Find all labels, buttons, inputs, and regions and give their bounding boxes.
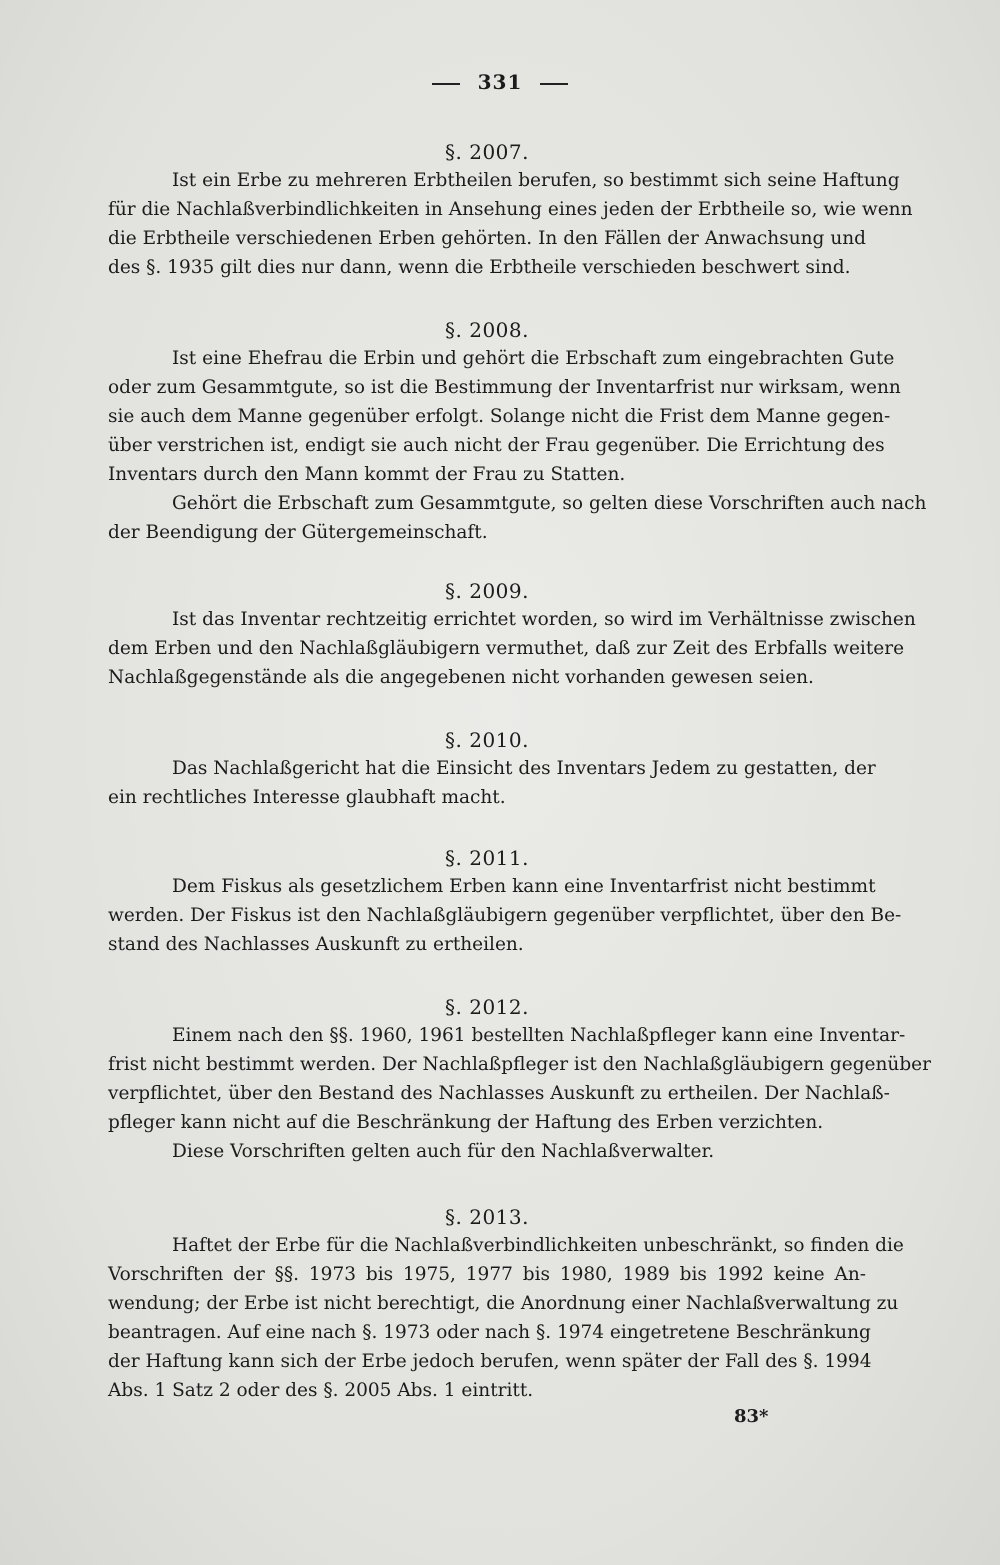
text-line: Ist eine Ehefrau die Erbin und gehört die Erbschaft zum eingebrachten Gute [172, 348, 895, 369]
text-line: werden. Der Fiskus ist den Nachlaßgläubigern gegenüber verpflichtet, über den Be- [108, 905, 902, 926]
printer-signature-mark: 83* [734, 1406, 769, 1427]
paragraph [108, 344, 901, 489]
page-number: 331 [477, 70, 523, 94]
section-2008 [108, 316, 927, 547]
paragraph [108, 1137, 866, 1166]
text-line: oder zum Gesammtgute, so ist die Bestimmung der Inventarfrist nur wirksam, wenn [108, 377, 901, 398]
header-dash-left [432, 83, 460, 85]
section-2010 [108, 726, 876, 812]
section-2012 [108, 993, 931, 1166]
text-line: die Erbtheile verschiedenen Erben gehörten. In den Fällen der Anwachsung und [108, 228, 866, 249]
text-line: Ist ein Erbe zu mehreren Erbtheilen berufen, so bestimmt sich seine Haftung [172, 170, 900, 191]
section-number: §. 2011. [445, 846, 529, 870]
section-2013 [108, 1203, 904, 1405]
section-2007 [108, 138, 913, 282]
text-line: über verstrichen ist, endigt sie auch nicht der Frau gegenüber. Die Errichtung des [108, 435, 885, 456]
text-line: Das Nachlaßgericht hat die Einsicht des Inventars Jedem zu gestatten, der [172, 758, 876, 779]
text-line: des §. 1935 gilt dies nur dann, wenn die Erbtheile verschieden beschwert sind. [108, 257, 851, 278]
text-line: Nachlaßgegenstände als die angegebenen nicht vorhanden gewesen seien. [108, 667, 814, 688]
text-line: für die Nachlaßverbindlichkeiten in Ansehung eines jeden der Erbtheile so, wie wenn [108, 199, 913, 220]
text-line: Diese Vorschriften gelten auch für den Nachlaßverwalter. [172, 1141, 715, 1162]
section-number: §. 2007. [445, 140, 529, 164]
text-line: Einem nach den §§. 1960, 1961 bestellten Nachlaßpfleger kann eine Inventar- [172, 1025, 906, 1046]
section-2009 [108, 577, 916, 692]
text-line: der Haftung kann sich der Erbe jedoch berufen, wenn später der Fall des §. 1994 [108, 1351, 872, 1372]
text-line: wendung; der Erbe ist nicht berechtigt, die Anordnung einer Nachlaßverwaltung zu [108, 1293, 899, 1314]
text-line: beantragen. Auf eine nach §. 1973 oder nach §. 1974 eingetretene Beschränkung [108, 1322, 871, 1343]
text-line: sie auch dem Manne gegenüber erfolgt. Solange nicht die Frist dem Manne gegen- [108, 406, 891, 427]
text-line: stand des Nachlasses Auskunft zu ertheilen. [108, 934, 524, 955]
text-line: Gehört die Erbschaft zum Gesammtgute, so gelten diese Vorschriften auch nach [172, 493, 927, 514]
paragraph [108, 754, 876, 812]
paragraph [108, 605, 916, 692]
section-2011 [108, 844, 902, 959]
section-number: §. 2012. [445, 995, 529, 1019]
text-line: dem Erben und den Nachlaßgläubigern vermuthet, daß zur Zeit des Erbfalls weitere [108, 638, 905, 659]
section-number: §. 2013. [445, 1205, 529, 1229]
text-line: verpflichtet, über den Bestand des Nachlasses Auskunft zu ertheilen. Der Nachlaß- [108, 1083, 890, 1104]
text-line: Abs. 1 Satz 2 oder des §. 2005 Abs. 1 eintritt. [108, 1380, 534, 1401]
text-line: Dem Fiskus als gesetzlichem Erben kann eine Inventarfrist nicht bestimmt [172, 876, 876, 897]
paragraph [108, 1021, 931, 1137]
section-number: §. 2008. [445, 318, 529, 342]
header-dash-right [540, 83, 568, 85]
paragraph [108, 166, 913, 282]
section-number: §. 2010. [445, 728, 529, 752]
text-line: pfleger kann nicht auf die Beschränkung der Haftung des Erben verzichten. [108, 1112, 824, 1133]
section-number: §. 2009. [445, 579, 529, 603]
text-line: frist nicht bestimmt werden. Der Nachlaßpfleger ist den Nachlaßgläubigern gegenüber [108, 1054, 931, 1075]
text-line: Ist das Inventar rechtzeitig errichtet worden, so wird im Verhältnisse zwischen [172, 609, 916, 630]
paragraph [108, 872, 902, 959]
text-line: ein rechtliches Interesse glaubhaft macht. [108, 787, 506, 808]
page-header [0, 70, 1000, 94]
paragraph [108, 1231, 904, 1405]
text-line: Vorschriften der §§. 1973 bis 1975, 1977 bis 1980, 1989 bis 1992 keine An- [108, 1264, 866, 1285]
text-line: Haftet der Erbe für die Nachlaßverbindlichkeiten unbeschränkt, so finden die [172, 1235, 904, 1256]
text-line: Inventars durch den Mann kommt der Frau zu Statten. [108, 464, 626, 485]
paragraph [108, 489, 927, 547]
text-line: der Beendigung der Gütergemeinschaft. [108, 522, 488, 543]
